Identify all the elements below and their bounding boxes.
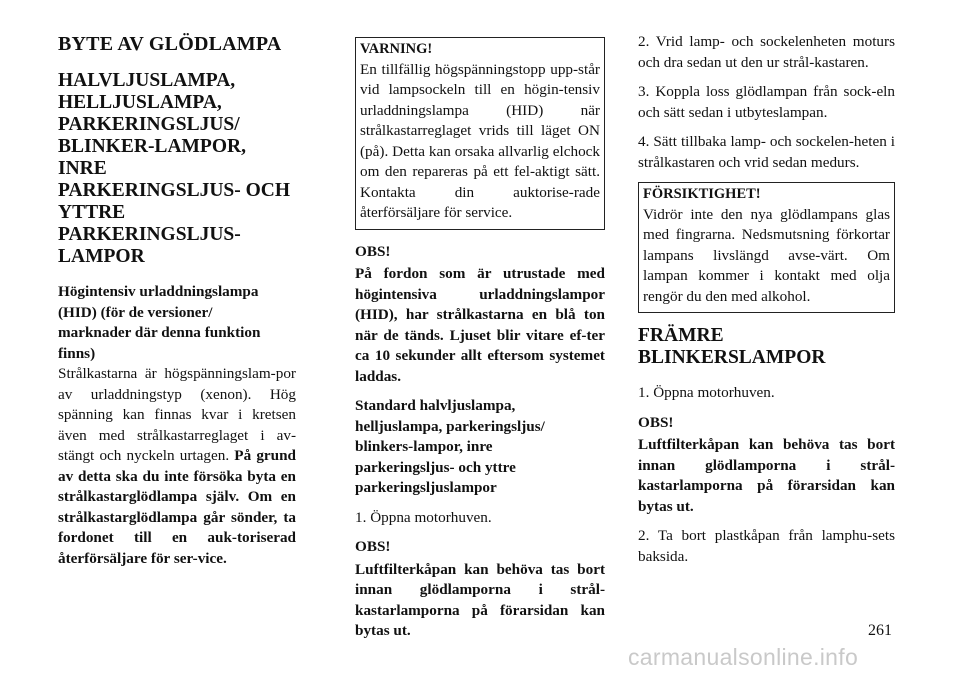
- obs-label: OBS!: [355, 242, 391, 260]
- standard-lamps-title: Standard halvljuslampa, helljuslampa, parkeringsljus/ blinkers-lampor, inre parkeringsljus- och yttre parkeringsljuslampor: [355, 397, 545, 496]
- hid-title: Högintensiv urladdningslampa (HID) (för de versioner/ marknader där denna funktion finns): [58, 283, 261, 362]
- front-turn-signal-title: FRÄMRE BLINKERSLAMPOR: [638, 325, 826, 368]
- caution-box: [638, 182, 895, 313]
- step-remove-cover: 2. Ta bort plastkåpan från lamphu-sets baksida.: [638, 527, 895, 565]
- warning-box: [355, 37, 605, 230]
- step-open-hood: 1. Öppna motorhuven.: [638, 384, 775, 401]
- step-2: 2. Vrid lamp- och sockelenheten moturs och dra sedan ut den ur strål-kastaren.: [638, 33, 895, 71]
- subsection-title: HALVLJUSLAMPA, HELLJUSLAMPA, PARKERINGSLJUS/ BLINKER-LAMPOR, INRE PARKERINGSLJUS- OCH YTTRE PARKERINGSLJUS- LAMPOR: [58, 70, 291, 267]
- hid-text: Strålkastarna är högspänningslam-por av urladdningstyp (xenon). Hög spänning kan finnas kvar i kretsen även med strålkastarreglaget i av-stängt och nyckeln urtagen.: [58, 365, 296, 464]
- caution-text: Vidrör inte den nya glödlampans glas med fingrarna. Nedsmutsning förkortar lampans livslängd avse-värt. Om lampan kommer i kontakt med olja rengör du den med alkohol.: [643, 205, 890, 305]
- watermark: carmanualsonline.info: [628, 644, 859, 670]
- warning-text: En tillfällig högspänningstopp upp-står vid lampsockeln till en högin-tensiv urladdningslampa (HID) när strålkastarreglaget vrids till läget ON (på). Detta kan orsaka allvarlig elchock om den repareras på ett fel-aktigt sätt. Kontakta din auktorise-rade återförsäljare för service.: [360, 60, 600, 221]
- obs-text: Luftfilterkåpan kan behöva tas bort innan glödlamporna i strål-kastarlamporna på förarsidan kan bytas ut.: [355, 560, 605, 639]
- obs-label: OBS!: [638, 413, 674, 431]
- column-left: [58, 32, 296, 578]
- page-number: 261: [868, 622, 892, 639]
- obs-label: OBS!: [355, 538, 391, 555]
- column-middle: [355, 32, 605, 651]
- section-title: BYTE AV GLÖDLAMPA: [58, 33, 282, 55]
- hid-bold-text: På grund av detta ska du inte försöka byta en strålkastarglödlampa själv. Om en strålkastarglödlampa går sönder, ta fordonet till en auk-toriserad återförsäljare för ser-vice.: [58, 447, 297, 567]
- caution-title: FÖRSIKTIGHET!: [643, 186, 761, 202]
- obs-text: På fordon som är utrustade med högintensiva urladdningslampor (HID), har strålkastarna en blå ton när de tänds. Ljuset blir vitare ef-ter ca 10 sekunder allt eftersom systemet laddas.: [355, 265, 605, 385]
- step-open-hood: 1. Öppna motorhuven.: [355, 508, 492, 526]
- column-right: [638, 32, 895, 576]
- hid-paragraph: [58, 364, 296, 569]
- warning-title: VARNING!: [360, 41, 433, 57]
- step-4: 4. Sätt tillbaka lamp- och sockelen-heten i strålkastaren och vrid sedan medurs.: [638, 133, 895, 171]
- obs-text: Luftfilterkåpan kan behöva tas bort innan glödlamporna i strål-kastarlamporna på förarsidan kan bytas ut.: [638, 436, 895, 515]
- step-3: 3. Koppla loss glödlampan från sock-eln och sätt sedan i utbyteslampan.: [638, 83, 895, 121]
